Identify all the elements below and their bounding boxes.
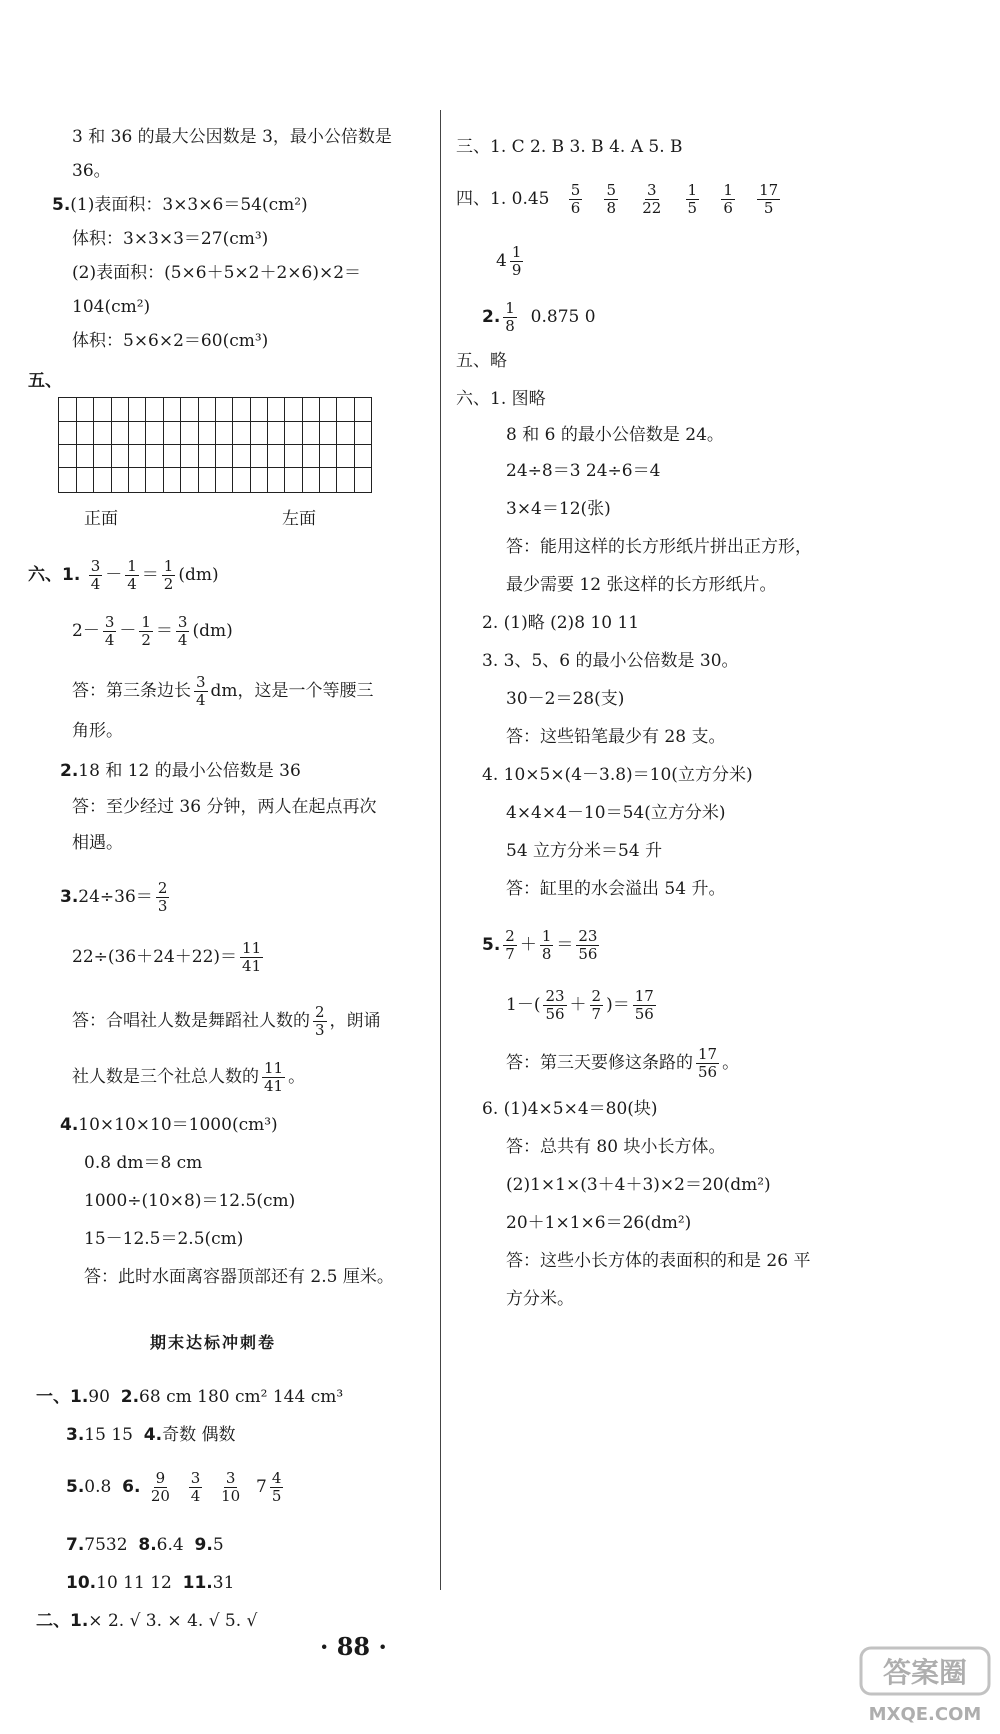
text-line: 3. 3、5、6 的最小公倍数是 30。 <box>482 651 739 671</box>
text-line: 五、略 <box>456 351 507 371</box>
equation-line: 2－ $\frac{3}{4}$ － $\frac{1}{2}$ ＝ $\frac{3}{4}$ (dm) <box>72 613 233 649</box>
text-line: 6. (1)4×5×4＝80(块) <box>482 1099 658 1119</box>
text-line: 体积：3×3×3＝27(cm³) <box>72 229 269 249</box>
text-line: 三、1. C 2. B 3. B 4. A 5. B <box>456 137 683 157</box>
text-line: 1000÷(10×8)＝12.5(cm) <box>84 1191 296 1211</box>
text-line: 36。 <box>72 161 111 181</box>
mixed-number: 4 $\frac{1}{9}$ <box>496 243 522 279</box>
text-line: (2)1×1×(3＋4＋3)×2＝20(dm²) <box>506 1175 771 1195</box>
answer-row: 2. $\frac{1}{8}$ 0.875 0 <box>482 299 596 335</box>
grid-diagram <box>58 397 372 493</box>
question-4: 4.10×10×10＝1000(cm³) <box>60 1115 278 1135</box>
text-line: 8 和 6 的最小公倍数是 24。 <box>506 425 724 445</box>
text-line: 相遇。 <box>72 833 123 853</box>
equation-line: 22÷(36＋24＋22)＝ $\frac{11}{41}$ <box>72 939 262 975</box>
text-line: 方分米。 <box>506 1289 574 1309</box>
text-line: 答：这些铅笔最少有 28 支。 <box>506 727 726 747</box>
answer-row: 5. $\frac{2}{7}$ ＋ $\frac{1}{8}$ ＝ $\frac{23}{56}$ <box>482 927 598 963</box>
text-line: 答：至少经过 36 分钟，两人在起点再次 <box>72 797 377 817</box>
svg-text:MXQE.COM: MXQE.COM <box>868 1704 982 1725</box>
text-line: 六、1. 图略 <box>456 389 546 409</box>
text-line: 104(cm²) <box>72 297 151 317</box>
section-title: 期末达标冲刺卷 <box>150 1333 277 1352</box>
text-line: 角形。 <box>72 721 123 741</box>
side-view-label: 左面 <box>282 509 316 529</box>
text-line: 30－2＝28(支) <box>506 689 625 709</box>
column-divider <box>440 110 441 1590</box>
text-line: (2)表面积：(5×6＋5×2＋2×6)×2＝ <box>72 263 362 283</box>
section-5-label: 五、 <box>28 371 62 391</box>
question-2: 2.18 和 12 的最小公倍数是 36 <box>60 761 301 781</box>
answer-line: 社人数是三个社总人数的 $\frac{11}{41}$ 。 <box>72 1059 306 1095</box>
answer-row: 二、1.× 2. √ 3. × 4. √ 5. √ <box>36 1611 258 1631</box>
text-line: 最少需要 12 张这样的长方形纸片。 <box>506 575 777 595</box>
answer-line: 答：第三条边长 $\frac{3}{4}$ dm，这是一个等腰三 <box>72 673 374 709</box>
watermark-logo <box>855 1640 995 1730</box>
text-line: 答：这些小长方体的表面积的和是 26 平 <box>506 1251 811 1271</box>
question-3: 3.24÷36＝ $\frac{2}{3}$ <box>60 879 168 915</box>
text-line: 15－12.5＝2.5(cm) <box>84 1229 244 1249</box>
text-line: 24÷8＝3 24÷6＝4 <box>506 461 661 481</box>
answer-line: 答：合唱社人数是舞蹈社人数的 $\frac{2}{3}$ ，朗诵 <box>72 1003 381 1039</box>
answer-row: 10.10 11 12 11.31 <box>66 1573 235 1593</box>
answer-row: 5.0.8 6. $\frac{9}{20}$ $\frac{3}{4}$ $\frac{3}{10}$ 7 $\frac{4}{5}$ <box>66 1469 282 1505</box>
page-number: · 88 · <box>320 1632 387 1661</box>
answer-row: 一、1.90 2.68 cm 180 cm² 144 cm³ <box>36 1387 344 1407</box>
answer-row: 3.15 15 4.奇数 偶数 <box>66 1425 236 1445</box>
text-line: 答：缸里的水会溢出 54 升。 <box>506 879 726 899</box>
svg-text:答案圈: 答案圈 <box>882 1656 968 1689</box>
answer-line: 答：第三天要修这条路的 $\frac{17}{56}$ 。 <box>506 1045 740 1081</box>
text-line: 2. (1)略 (2)8 10 11 <box>482 613 640 633</box>
text-line: 答：能用这样的长方形纸片拼出正方形， <box>506 537 812 557</box>
answer-row: 四、1. 0.45 $\frac{5}{6}$ $\frac{5}{8}$ $\frac{3}{22}$ $\frac{1}{5}$ $\frac{1}{6}$ $\frac{17}{5}$ <box>456 181 779 217</box>
text-line: 4. 10×5×(4－3.8)＝10(立方分米) <box>482 765 753 785</box>
text-line: 体积：5×6×2＝60(cm³) <box>72 331 269 351</box>
text-line: 3×4＝12(张) <box>506 499 611 519</box>
text-line: 20＋1×1×6＝26(dm²) <box>506 1213 692 1233</box>
question-5: 5.(1)表面积：3×3×6＝54(cm²) <box>52 195 308 215</box>
text-line: 3 和 36 的最大公因数是 3，最小公倍数是 <box>72 127 392 147</box>
text-line: 4×4×4－10＝54(立方分米) <box>506 803 726 823</box>
section-6-q1: 六、1. $\frac{3}{4}$ － $\frac{1}{4}$ ＝ $\frac{1}{2}$ (dm) <box>28 557 219 593</box>
equation-line: 1－( $\frac{23}{56}$ ＋ $\frac{2}{7}$ )＝ $\frac{17}{56}$ <box>506 987 654 1023</box>
answer-row: 7.7532 8.6.4 9.5 <box>66 1535 224 1555</box>
text-line: 答：总共有 80 块小长方体。 <box>506 1137 726 1157</box>
text-line: 答：此时水面离容器顶部还有 2.5 厘米。 <box>84 1267 394 1287</box>
text-line: 54 立方分米＝54 升 <box>506 841 663 861</box>
text-line: 0.8 dm＝8 cm <box>84 1153 203 1173</box>
front-view-label: 正面 <box>84 509 118 529</box>
